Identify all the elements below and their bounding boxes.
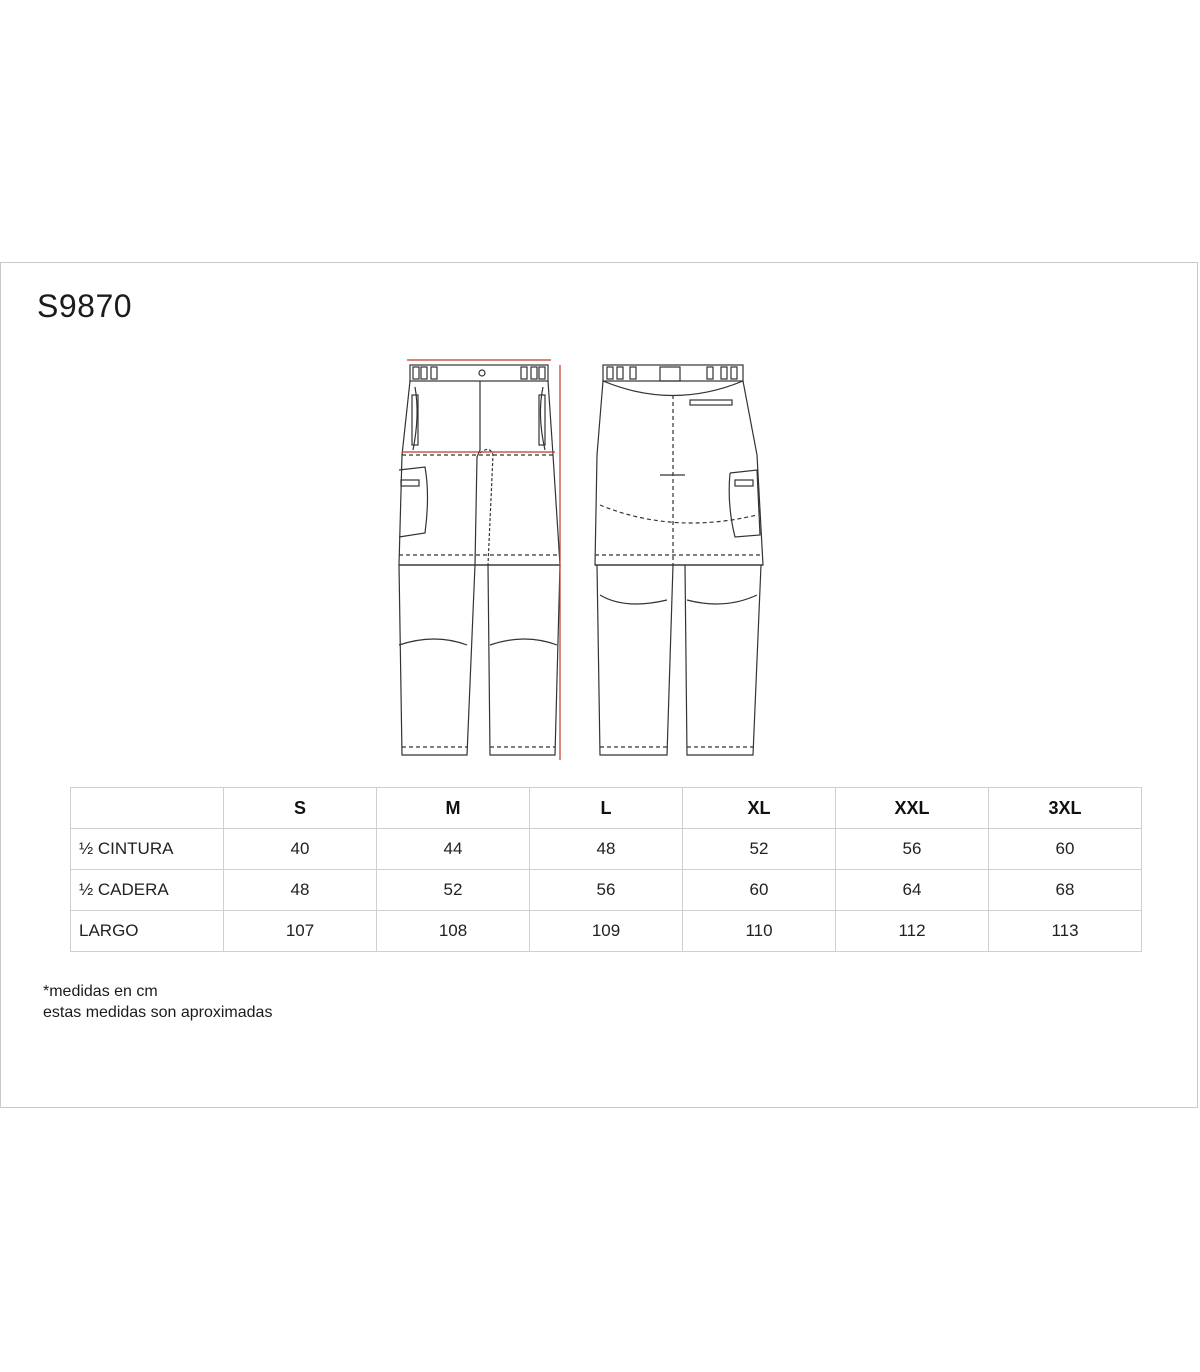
row-label: ½ CADERA <box>71 870 224 911</box>
size-header: XL <box>683 788 836 829</box>
disclaimer-note: estas medidas son aproximadas <box>43 1004 273 1021</box>
size-header: XXL <box>836 788 989 829</box>
table-cell: 52 <box>377 870 530 911</box>
table-cell: 110 <box>683 911 836 952</box>
table-cell: 64 <box>836 870 989 911</box>
product-code: S9870 <box>37 288 133 324</box>
table-cell: 108 <box>377 911 530 952</box>
pants-front-icon <box>399 365 560 755</box>
table-cell: 52 <box>683 829 836 870</box>
size-table <box>70 787 1142 952</box>
table-cell: 68 <box>989 870 1142 911</box>
size-header: L <box>530 788 683 829</box>
table-cell: 40 <box>224 829 377 870</box>
table-cell: 109 <box>530 911 683 952</box>
pants-back-icon <box>595 365 763 755</box>
row-label: LARGO <box>71 911 224 952</box>
table-cell: 113 <box>989 911 1142 952</box>
measurement-lines <box>402 360 560 760</box>
size-header-row <box>71 788 1142 829</box>
table-cell: 60 <box>989 829 1142 870</box>
table-cell: 56 <box>530 870 683 911</box>
size-header: 3XL <box>989 788 1142 829</box>
table-cell: 112 <box>836 911 989 952</box>
measurement-notes <box>43 981 272 1023</box>
table-cell: 44 <box>377 829 530 870</box>
table-cell: 56 <box>836 829 989 870</box>
size-header: S <box>224 788 377 829</box>
table-row <box>71 829 1142 870</box>
row-label: ½ CINTURA <box>71 829 224 870</box>
table-cell: 48 <box>530 829 683 870</box>
table-cell: 48 <box>224 870 377 911</box>
table-row <box>71 870 1142 911</box>
table-cell: 60 <box>683 870 836 911</box>
header-empty-cell <box>71 788 224 829</box>
size-header: M <box>377 788 530 829</box>
pants-technical-drawing <box>385 355 775 770</box>
table-cell: 107 <box>224 911 377 952</box>
table-row <box>71 911 1142 952</box>
unit-note: *medidas en cm <box>43 983 158 1000</box>
